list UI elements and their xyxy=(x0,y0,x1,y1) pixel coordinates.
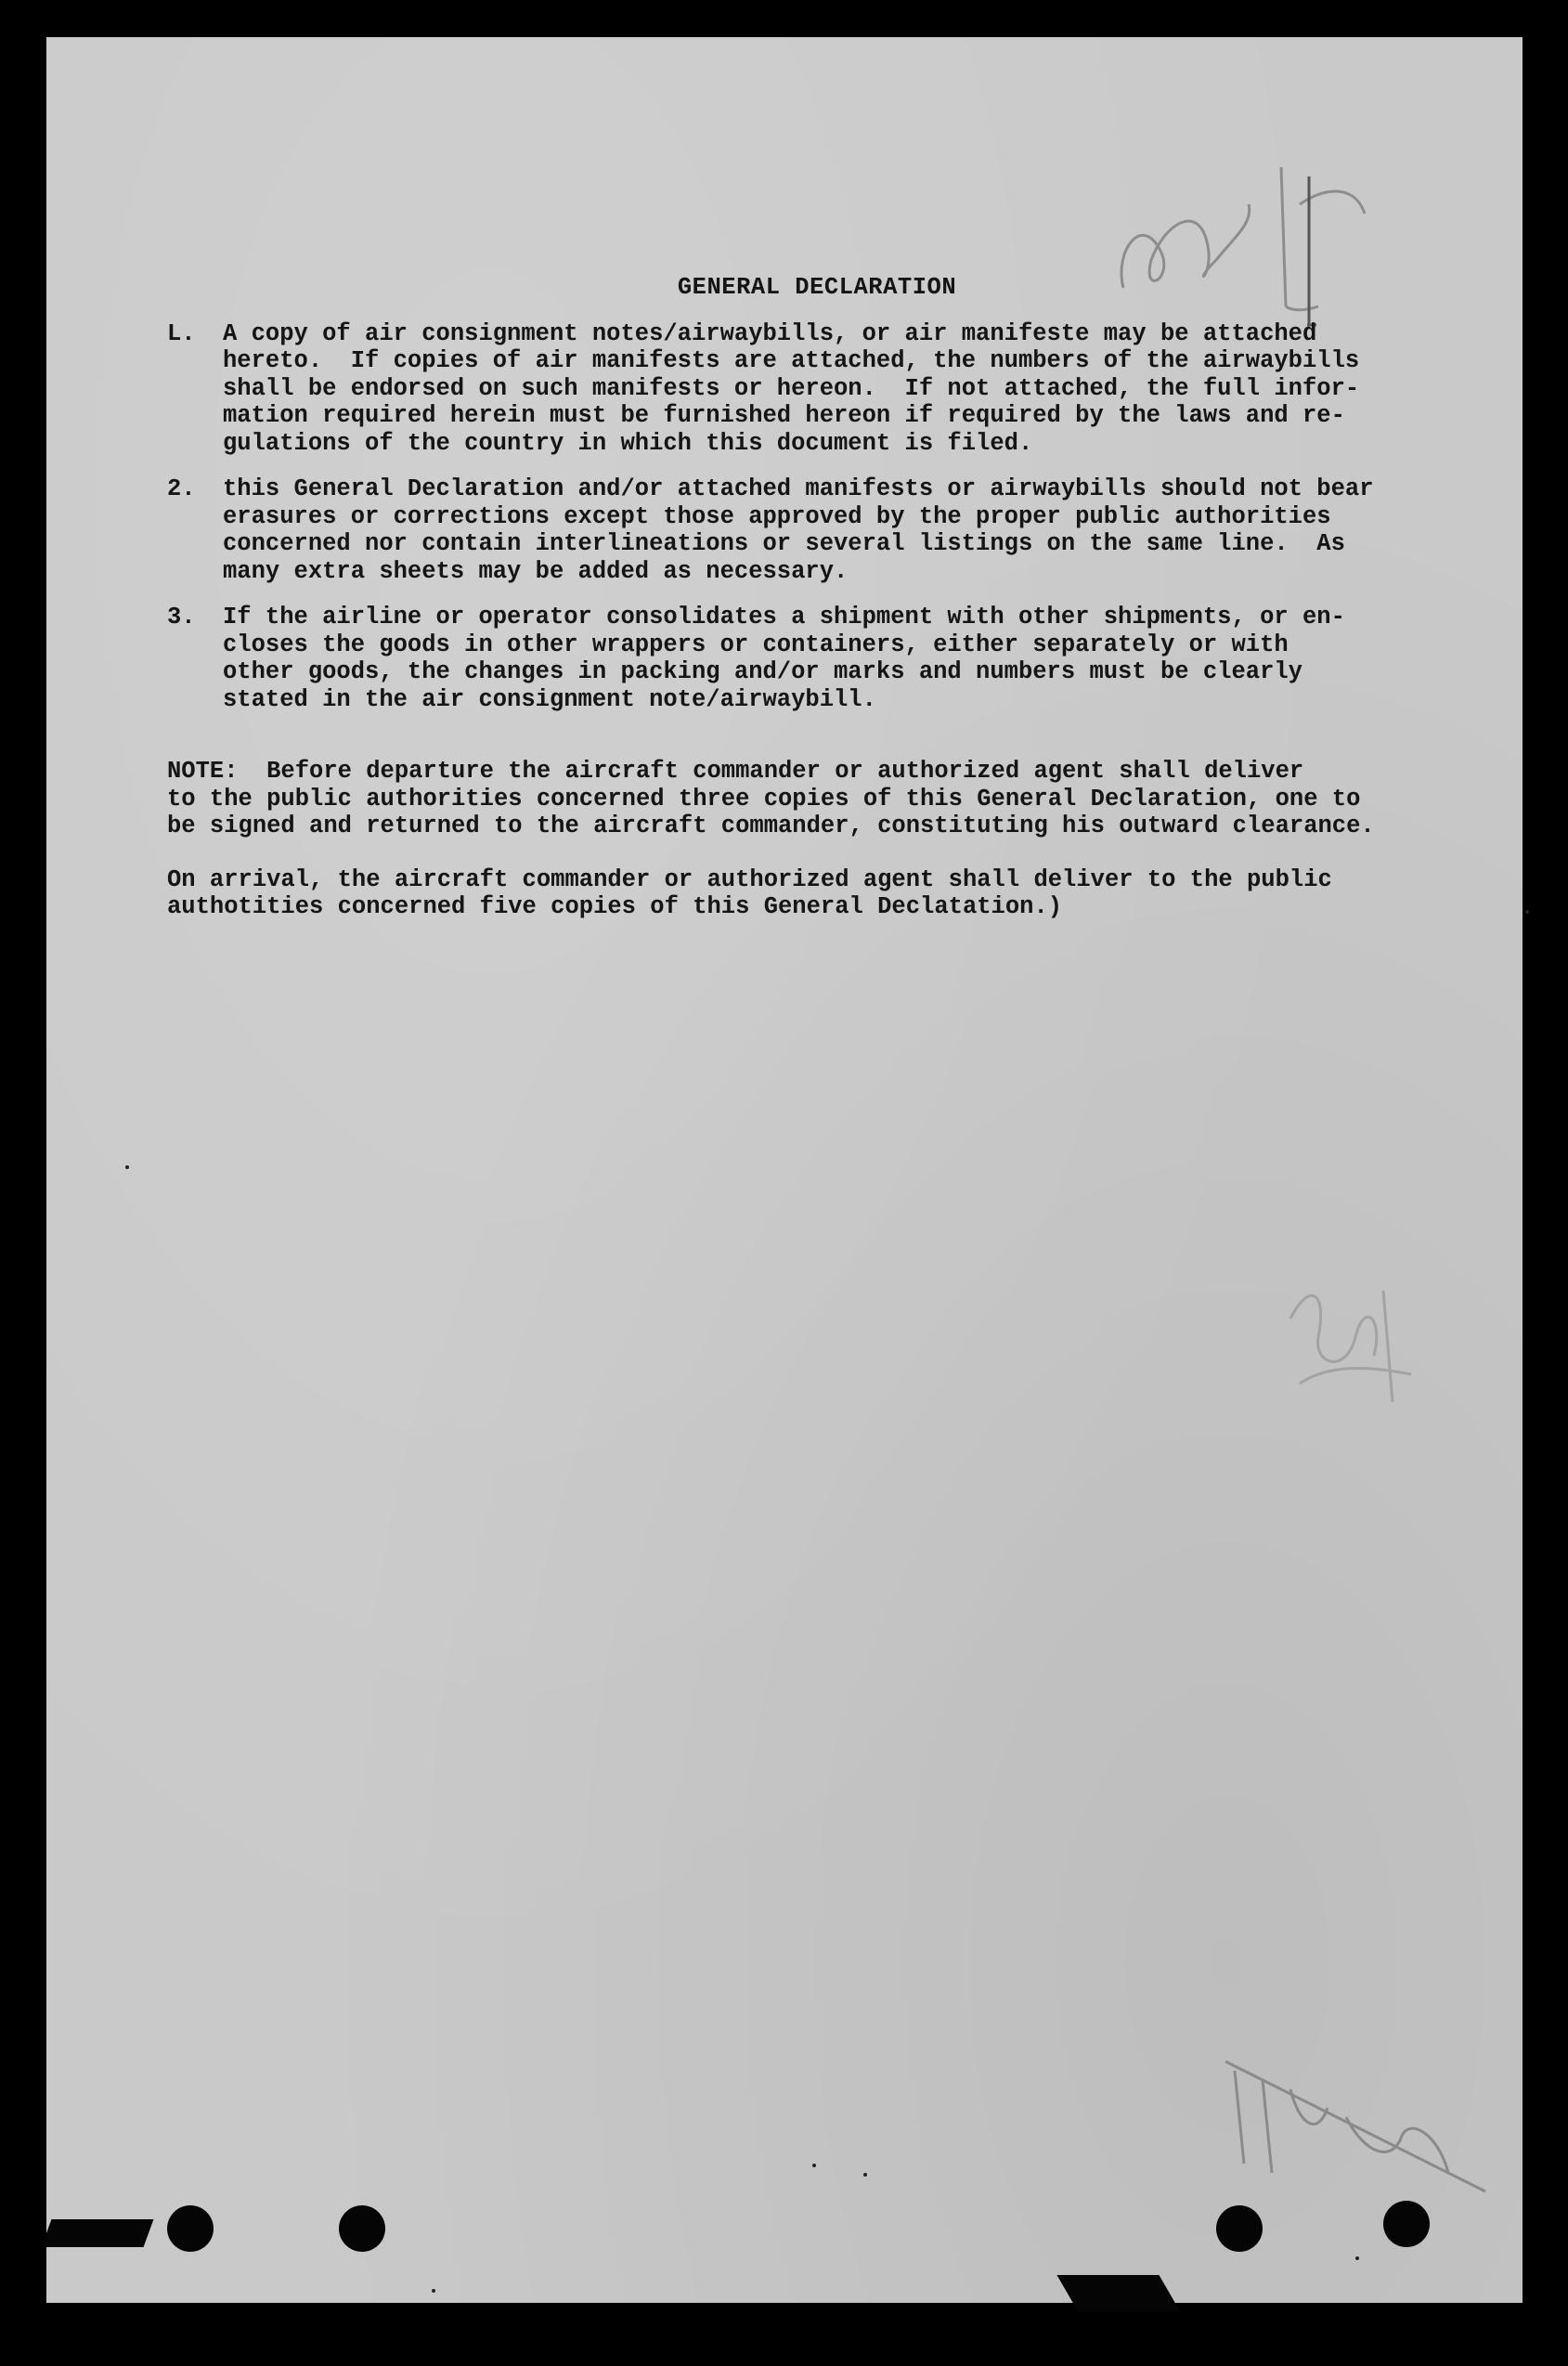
item-line: closes the goods in other wrappers or containers, either separately or with xyxy=(223,630,1289,658)
handwritten-mark-middle xyxy=(1272,1263,1430,1421)
torn-edge xyxy=(42,2219,154,2247)
paper-speck xyxy=(125,1165,129,1169)
paper-speck xyxy=(863,2173,867,2177)
departure-note xyxy=(167,758,1448,840)
declaration-item-1 xyxy=(167,320,1448,458)
item-number: L. xyxy=(167,319,196,347)
item-line: concerned nor contain interlineations or several listings on the same line. As xyxy=(223,530,1345,557)
punch-hole xyxy=(1383,2201,1430,2247)
item-line: stated in the air consignment note/airwaybill. xyxy=(223,685,876,713)
torn-edge xyxy=(1056,2275,1180,2312)
item-line: erasures or corrections except those approved by the proper public authorities xyxy=(223,502,1331,530)
document-title: GENERAL DECLARATION xyxy=(677,274,957,301)
note-line: be signed and returned to the aircraft commander, constituting his outward clearance. xyxy=(167,812,1375,839)
paper-speck xyxy=(812,2164,816,2167)
declaration-item-3 xyxy=(167,604,1448,713)
item-line: mation required herein must be furnished hereon if required by the laws and re- xyxy=(223,402,1345,429)
item-body xyxy=(223,320,1359,458)
item-line: many extra sheets may be added as necessary. xyxy=(223,557,849,585)
item-line: A copy of air consignment notes/airwaybills, or air manifeste may be attached xyxy=(223,319,1317,347)
item-line: If the airline or operator consolidates a shipment with other shipments, or en- xyxy=(223,604,1345,630)
paper-speck xyxy=(1355,2256,1359,2260)
item-line: hereto. If copies of air manifests are attached, the numbers of the airwaybills xyxy=(223,347,1360,374)
note-line: to the public authorities concerned three copies of this General Declaration, one to xyxy=(167,785,1361,812)
item-line: other goods, the changes in packing and/or marks and numbers must be clearly xyxy=(223,658,1302,685)
paper-speck xyxy=(1525,910,1529,914)
item-number: 3. xyxy=(167,604,196,630)
arrival-line: On arrival, the aircraft commander or authorized agent shall deliver to the public xyxy=(167,865,1332,893)
handwritten-mark-bottom xyxy=(1216,2052,1495,2238)
punch-hole xyxy=(339,2205,385,2252)
item-line: this General Declaration and/or attached manifests or airwaybills should not bear xyxy=(223,475,1374,502)
arrival-note xyxy=(167,866,1448,921)
declaration-text xyxy=(167,274,1448,921)
note-line: NOTE: Before departure the aircraft commander or authorized agent shall deliver xyxy=(167,758,1304,785)
punch-hole xyxy=(167,2205,214,2252)
item-body xyxy=(223,604,1345,713)
punch-hole xyxy=(1216,2205,1263,2252)
item-line: shall be endorsed on such manifests or hereon. If not attached, the full infor- xyxy=(223,374,1360,402)
declaration-item-2 xyxy=(167,475,1448,585)
item-body xyxy=(223,475,1374,585)
arrival-line: authotities concerned five copies of this General Declatation.) xyxy=(167,893,1063,920)
document-page xyxy=(46,37,1523,2303)
item-line: gulations of the country in which this document is filed. xyxy=(223,429,1033,457)
paper-speck xyxy=(432,2289,435,2293)
item-number: 2. xyxy=(167,475,196,502)
